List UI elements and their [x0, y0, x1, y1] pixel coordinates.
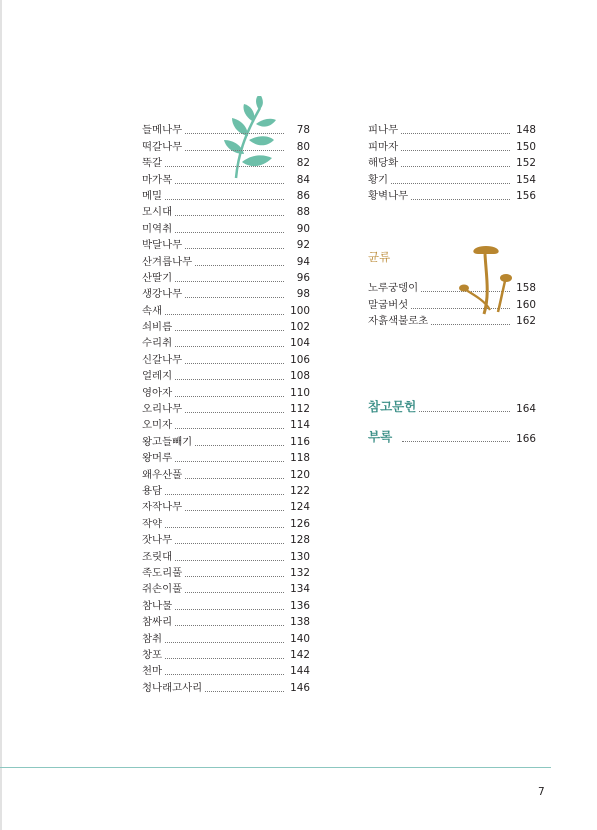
toc-page-number: 94 [296, 255, 310, 268]
toc-entry[interactable] [142, 121, 310, 137]
leader-dots [185, 362, 284, 364]
toc-page-number: 128 [290, 534, 310, 547]
leader-dots [165, 165, 284, 167]
toc-label: 황기 [368, 173, 389, 186]
toc-page-number: 156 [516, 189, 536, 202]
toc-entry[interactable] [142, 187, 310, 203]
leader-dots [185, 132, 284, 134]
toc-entry[interactable] [142, 596, 310, 612]
toc-entry[interactable] [142, 203, 310, 219]
toc-label: 용담 [142, 484, 163, 497]
footer-rule [0, 767, 551, 768]
toc-label: 왕머루 [142, 452, 173, 465]
toc-entry[interactable] [368, 187, 536, 203]
toc-page-number: 146 [290, 681, 310, 694]
toc-label: 생강나무 [142, 288, 183, 301]
mushroom-icon [456, 244, 516, 320]
toc-page-number: 130 [290, 550, 310, 563]
toc-page-number: 164 [516, 403, 536, 415]
toc-page-number: 110 [290, 386, 310, 399]
leader-dots [419, 410, 510, 412]
leader-dots [185, 509, 284, 511]
leader-dots [205, 690, 284, 692]
leader-dots [165, 641, 284, 643]
toc-label: 노루궁뎅이 [368, 282, 419, 295]
toc-page-number: 148 [516, 124, 536, 137]
leader-dots [165, 673, 284, 675]
leader-dots [165, 313, 284, 315]
toc-label: 산딸기 [142, 271, 173, 284]
toc-label: 왕고들빼기 [142, 435, 193, 448]
toc-label: 신갈나무 [142, 353, 183, 366]
toc-page-number: 90 [296, 222, 310, 235]
toc-left-column [142, 121, 310, 695]
leader-dots [165, 198, 284, 200]
toc-page-number: 108 [290, 370, 310, 383]
leader-dots [185, 477, 284, 479]
toc-entry[interactable] [142, 269, 310, 285]
toc-page-number: 96 [296, 271, 310, 284]
toc-entry[interactable] [142, 580, 310, 596]
leader-dots [401, 149, 510, 151]
toc-entry[interactable] [142, 482, 310, 498]
toc-page-number: 140 [290, 632, 310, 645]
toc-page-number: 160 [516, 298, 536, 311]
toc-label: 수리취 [142, 337, 173, 350]
toc-page-number: 120 [290, 468, 310, 481]
toc-label: 떡갈나무 [142, 140, 183, 153]
leader-dots [175, 427, 284, 429]
toc-label: 메밀 [142, 189, 163, 202]
toc-page-number: 166 [516, 433, 536, 445]
toc-label: 오리나무 [142, 403, 183, 416]
toc-page-number: 106 [290, 353, 310, 366]
toc-page-number: 150 [516, 140, 536, 153]
leader-dots [185, 591, 284, 593]
toc-label: 얼레지 [142, 370, 173, 383]
toc-entry[interactable] [368, 121, 536, 137]
leader-dots [175, 378, 284, 380]
toc-page-number: 124 [290, 501, 310, 514]
leader-dots [175, 345, 284, 347]
toc-label: 해당화 [368, 157, 399, 170]
leader-dots [185, 149, 284, 151]
toc-page-number: 158 [516, 282, 536, 295]
toc-label: 들메나무 [142, 124, 183, 137]
leader-dots [165, 526, 284, 528]
leader-dots [195, 444, 284, 446]
toc-label: 족도리풀 [142, 566, 183, 579]
toc-entry[interactable] [142, 498, 310, 514]
toc-page-number: 152 [516, 157, 536, 170]
leader-dots [175, 182, 284, 184]
toc-entry[interactable] [142, 514, 310, 530]
toc-entry[interactable] [142, 367, 310, 383]
toc-entry[interactable] [142, 137, 310, 153]
toc-page-number: 138 [290, 616, 310, 629]
toc-page-number: 132 [290, 566, 310, 579]
toc-entry[interactable] [142, 400, 310, 416]
toc-label: 뚝갈 [142, 157, 163, 170]
toc-entry[interactable] [368, 170, 536, 186]
toc-page-number: 142 [290, 648, 310, 661]
page-number: 7 [538, 786, 545, 798]
toc-label: 피나무 [368, 124, 399, 137]
toc-label: 속새 [142, 304, 163, 317]
toc-label: 황벽나무 [368, 189, 409, 202]
toc-page-number: 78 [296, 124, 310, 137]
toc-entry[interactable] [142, 236, 310, 252]
toc-page-number: 92 [296, 239, 310, 252]
leader-dots [175, 460, 284, 462]
leader-dots [195, 264, 284, 266]
leader-dots [175, 231, 284, 233]
toc-label: 말굽버섯 [368, 298, 409, 311]
toc-label: 조릿대 [142, 550, 173, 563]
leader-dots [411, 198, 510, 200]
toc-label: 청나래고사리 [142, 681, 203, 694]
toc-label: 영아자 [142, 386, 173, 399]
leader-dots [175, 608, 284, 610]
toc-entry[interactable] [142, 301, 310, 317]
toc-entry[interactable] [142, 629, 310, 645]
toc-label: 마가목 [142, 173, 173, 186]
toc-label: 왜우산풀 [142, 468, 183, 481]
toc-page-number: 80 [296, 140, 310, 153]
toc-entry[interactable] [142, 154, 310, 170]
toc-page-number: 98 [296, 288, 310, 301]
toc-label: 참싸리 [142, 616, 173, 629]
toc-page-number: 134 [290, 583, 310, 596]
toc-label: 잣나무 [142, 534, 173, 547]
toc-entry[interactable] [142, 547, 310, 563]
toc-label: 창포 [142, 648, 163, 661]
toc-page-number: 126 [290, 517, 310, 530]
leader-dots [175, 624, 284, 626]
toc-entry[interactable] [142, 564, 310, 580]
leader-dots [401, 165, 510, 167]
toc-page-number: 116 [290, 435, 310, 448]
toc-page-number: 112 [290, 403, 310, 416]
leader-dots [175, 395, 284, 397]
leader-dots [165, 493, 284, 495]
leader-dots [175, 542, 284, 544]
toc-entry[interactable] [368, 137, 536, 153]
toc-label: 참취 [142, 632, 163, 645]
toc-entry[interactable] [142, 646, 310, 662]
toc-label: 작약 [142, 517, 163, 530]
leader-dots [431, 323, 510, 325]
leader-dots [175, 329, 284, 331]
toc-page-number: 100 [290, 304, 310, 317]
toc-entry[interactable] [142, 613, 310, 629]
toc-entry[interactable] [142, 170, 310, 186]
toc-entry[interactable] [142, 350, 310, 366]
toc-entry[interactable] [142, 449, 310, 465]
toc-entry[interactable] [368, 154, 536, 170]
toc-plants-continued [368, 121, 536, 203]
appendix-label: 부록 [368, 429, 393, 444]
leader-dots [391, 182, 510, 184]
toc-page-number: 104 [290, 337, 310, 350]
leader-dots [185, 296, 284, 298]
toc-entry[interactable] [142, 678, 310, 694]
page-edge [0, 0, 2, 830]
leader-dots [175, 280, 284, 282]
leader-dots [185, 411, 284, 413]
leader-dots [185, 575, 284, 577]
toc-label: 쥐손이풀 [142, 583, 183, 596]
toc-page-number: 154 [516, 173, 536, 186]
toc-label: 천마 [142, 665, 163, 678]
toc-page-number: 88 [296, 206, 310, 219]
toc-entry[interactable] [142, 252, 310, 268]
toc-label: 쇠비름 [142, 321, 173, 334]
toc-page-number: 122 [290, 484, 310, 497]
toc-entry[interactable] [142, 432, 310, 448]
toc-page-number: 114 [290, 419, 310, 432]
toc-label: 참나물 [142, 599, 173, 612]
leader-dots [175, 559, 284, 561]
toc-page-number: 84 [296, 173, 310, 186]
toc-label: 오미자 [142, 419, 173, 432]
toc-page-number: 162 [516, 315, 536, 328]
toc-appendix[interactable] [368, 427, 536, 445]
toc-label: 산겨릅나무 [142, 255, 193, 268]
toc-label: 피마자 [368, 140, 399, 153]
toc-label: 미역취 [142, 222, 173, 235]
toc-label: 박달나무 [142, 239, 183, 252]
leader-dots [175, 214, 284, 216]
toc-page-number: 82 [296, 157, 310, 170]
toc-entry[interactable] [142, 219, 310, 235]
toc-references[interactable] [368, 397, 536, 415]
toc-entry[interactable] [142, 416, 310, 432]
toc-entry[interactable] [142, 465, 310, 481]
toc-page-number: 102 [290, 321, 310, 334]
leader-dots [402, 440, 510, 442]
toc-page-number: 86 [296, 189, 310, 202]
references-label: 참고문헌 [368, 399, 417, 414]
toc-page-number: 118 [290, 452, 310, 465]
toc-entry[interactable] [142, 318, 310, 334]
toc-entry[interactable] [142, 334, 310, 350]
toc-entry[interactable] [142, 285, 310, 301]
toc-label: 자흙색불로초 [368, 315, 429, 328]
leader-dots [401, 132, 510, 134]
leader-dots [185, 247, 284, 249]
leader-dots [165, 657, 284, 659]
toc-entry[interactable] [142, 383, 310, 399]
toc-page-number: 144 [290, 665, 310, 678]
toc-page-number: 136 [290, 599, 310, 612]
toc-entry[interactable] [142, 531, 310, 547]
fungi-section-title: 균류 [368, 250, 391, 264]
toc-label: 모시대 [142, 206, 173, 219]
toc-label: 자작나무 [142, 501, 183, 514]
toc-entry[interactable] [142, 662, 310, 678]
